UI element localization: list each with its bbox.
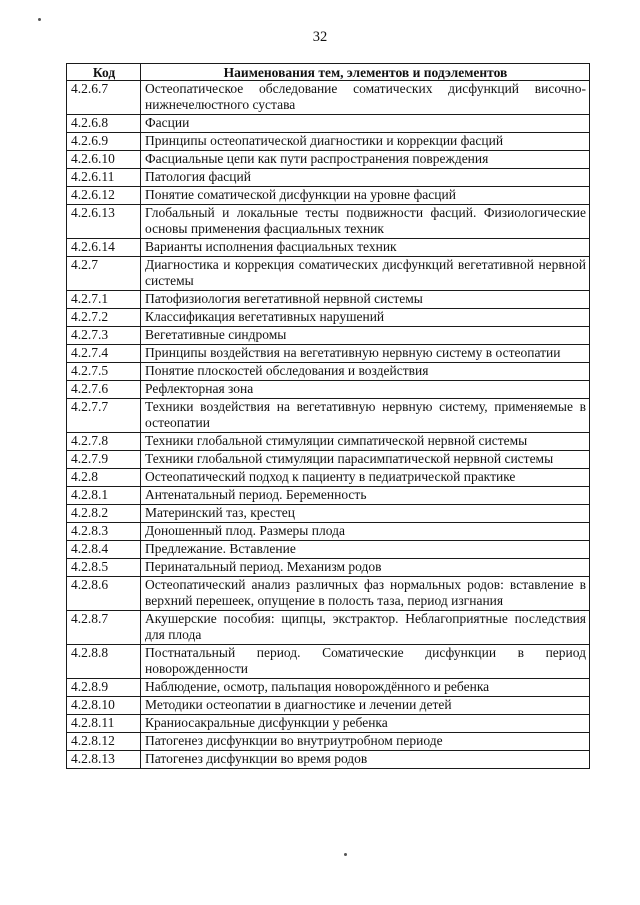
row-name: Диагностика и коррекция соматических дисфункций вегетативной нервной системы xyxy=(141,257,590,291)
table-row xyxy=(67,399,590,433)
table-row xyxy=(67,151,590,169)
curriculum-table xyxy=(66,63,590,769)
table-row xyxy=(67,115,590,133)
table-row xyxy=(67,469,590,487)
row-code: 4.2.8.7 xyxy=(67,611,141,645)
row-name: Краниосакральные дисфункции у ребенка xyxy=(141,715,590,733)
table-row xyxy=(67,327,590,345)
row-code: 4.2.7.1 xyxy=(67,291,141,309)
row-code: 4.2.8.3 xyxy=(67,523,141,541)
row-name: Патофизиология вегетативной нервной системы xyxy=(141,291,590,309)
table-row xyxy=(67,611,590,645)
row-code: 4.2.8.1 xyxy=(67,487,141,505)
row-code: 4.2.8.9 xyxy=(67,679,141,697)
table-row xyxy=(67,505,590,523)
table-row xyxy=(67,697,590,715)
row-name: Патология фасций xyxy=(141,169,590,187)
row-code: 4.2.8.4 xyxy=(67,541,141,559)
scan-speck xyxy=(38,18,41,21)
table-row xyxy=(67,577,590,611)
row-code: 4.2.6.11 xyxy=(67,169,141,187)
table-header-row xyxy=(67,64,590,81)
row-name: Понятие плоскостей обследования и воздействия xyxy=(141,363,590,381)
row-name: Антенатальный период. Беременность xyxy=(141,487,590,505)
table-row xyxy=(67,133,590,151)
row-name: Техники глобальной стимуляции парасимпатической нервной системы xyxy=(141,451,590,469)
row-name: Доношенный плод. Размеры плода xyxy=(141,523,590,541)
row-code: 4.2.7.3 xyxy=(67,327,141,345)
table-row xyxy=(67,345,590,363)
row-code: 4.2.8.2 xyxy=(67,505,141,523)
row-code: 4.2.7.8 xyxy=(67,433,141,451)
row-name: Варианты исполнения фасциальных техник xyxy=(141,239,590,257)
row-code: 4.2.6.13 xyxy=(67,205,141,239)
row-code: 4.2.8.5 xyxy=(67,559,141,577)
table-row xyxy=(67,205,590,239)
page-number: 32 xyxy=(312,29,328,45)
row-code: 4.2.6.10 xyxy=(67,151,141,169)
table-row xyxy=(67,291,590,309)
row-code: 4.2.7.5 xyxy=(67,363,141,381)
scan-speck xyxy=(344,853,347,856)
row-code: 4.2.6.12 xyxy=(67,187,141,205)
table-row xyxy=(67,715,590,733)
row-name: Фасциальные цепи как пути распространения повреждения xyxy=(141,151,590,169)
row-code: 4.2.8.11 xyxy=(67,715,141,733)
row-name: Вегетативные синдромы xyxy=(141,327,590,345)
table-row xyxy=(67,239,590,257)
table-row xyxy=(67,381,590,399)
table-row xyxy=(67,363,590,381)
row-code: 4.2.7.9 xyxy=(67,451,141,469)
row-code: 4.2.8.6 xyxy=(67,577,141,611)
table-row xyxy=(67,257,590,291)
table-row xyxy=(67,169,590,187)
table-row xyxy=(67,645,590,679)
row-name: Остеопатический анализ различных фаз нормальных родов: вставление в верхний перешеек, опущение в полость таза, период изгнания xyxy=(141,577,590,611)
table-row xyxy=(67,541,590,559)
row-name: Рефлекторная зона xyxy=(141,381,590,399)
table-row xyxy=(67,733,590,751)
row-name: Техники воздействия на вегетативную нервную систему, применяемые в остеопатии xyxy=(141,399,590,433)
row-code: 4.2.7 xyxy=(67,257,141,291)
table-row xyxy=(67,487,590,505)
row-code: 4.2.8.13 xyxy=(67,751,141,769)
row-name: Акушерские пособия: щипцы, экстрактор. Неблагоприятные последствия для плода xyxy=(141,611,590,645)
row-name: Остеопатический подход к пациенту в педиатрической практике xyxy=(141,469,590,487)
row-name: Принципы воздействия на вегетативную нервную систему в остеопатии xyxy=(141,345,590,363)
row-code: 4.2.7.7 xyxy=(67,399,141,433)
row-name: Понятие соматической дисфункции на уровне фасций xyxy=(141,187,590,205)
row-name: Перинатальный период. Механизм родов xyxy=(141,559,590,577)
row-code: 4.2.8 xyxy=(67,469,141,487)
row-code: 4.2.8.10 xyxy=(67,697,141,715)
row-code: 4.2.8.12 xyxy=(67,733,141,751)
table-row xyxy=(67,433,590,451)
header-name: Наименования тем, элементов и подэлементов xyxy=(141,64,590,81)
row-name: Постнатальный период. Соматические дисфункции в период новорожденности xyxy=(141,645,590,679)
row-name: Патогенез дисфункции во время родов xyxy=(141,751,590,769)
table-row xyxy=(67,309,590,327)
table-row xyxy=(67,679,590,697)
row-name: Остеопатическое обследование соматических дисфункций височно-нижнечелюстного сустава xyxy=(141,81,590,115)
row-name: Глобальный и локальные тесты подвижности фасций. Физиологические основы применения фасциальных техник xyxy=(141,205,590,239)
row-code: 4.2.7.2 xyxy=(67,309,141,327)
table-row xyxy=(67,523,590,541)
row-name: Предлежание. Вставление xyxy=(141,541,590,559)
row-code: 4.2.6.8 xyxy=(67,115,141,133)
table-row xyxy=(67,451,590,469)
table-body xyxy=(67,81,590,769)
row-name: Техники глобальной стимуляции симпатической нервной системы xyxy=(141,433,590,451)
header-code: Код xyxy=(67,64,141,81)
row-name: Классификация вегетативных нарушений xyxy=(141,309,590,327)
row-code: 4.2.6.9 xyxy=(67,133,141,151)
row-code: 4.2.7.6 xyxy=(67,381,141,399)
row-name: Принципы остеопатической диагностики и коррекции фасций xyxy=(141,133,590,151)
table-row xyxy=(67,751,590,769)
row-name: Патогенез дисфункции во внутриутробном периоде xyxy=(141,733,590,751)
row-code: 4.2.6.14 xyxy=(67,239,141,257)
table-row xyxy=(67,81,590,115)
row-name: Методики остеопатии в диагностике и лечении детей xyxy=(141,697,590,715)
row-code: 4.2.6.7 xyxy=(67,81,141,115)
row-name: Наблюдение, осмотр, пальпация новорождённого и ребенка xyxy=(141,679,590,697)
row-name: Фасции xyxy=(141,115,590,133)
table-row xyxy=(67,187,590,205)
row-code: 4.2.8.8 xyxy=(67,645,141,679)
row-name: Материнский таз, крестец xyxy=(141,505,590,523)
row-code: 4.2.7.4 xyxy=(67,345,141,363)
table-row xyxy=(67,559,590,577)
